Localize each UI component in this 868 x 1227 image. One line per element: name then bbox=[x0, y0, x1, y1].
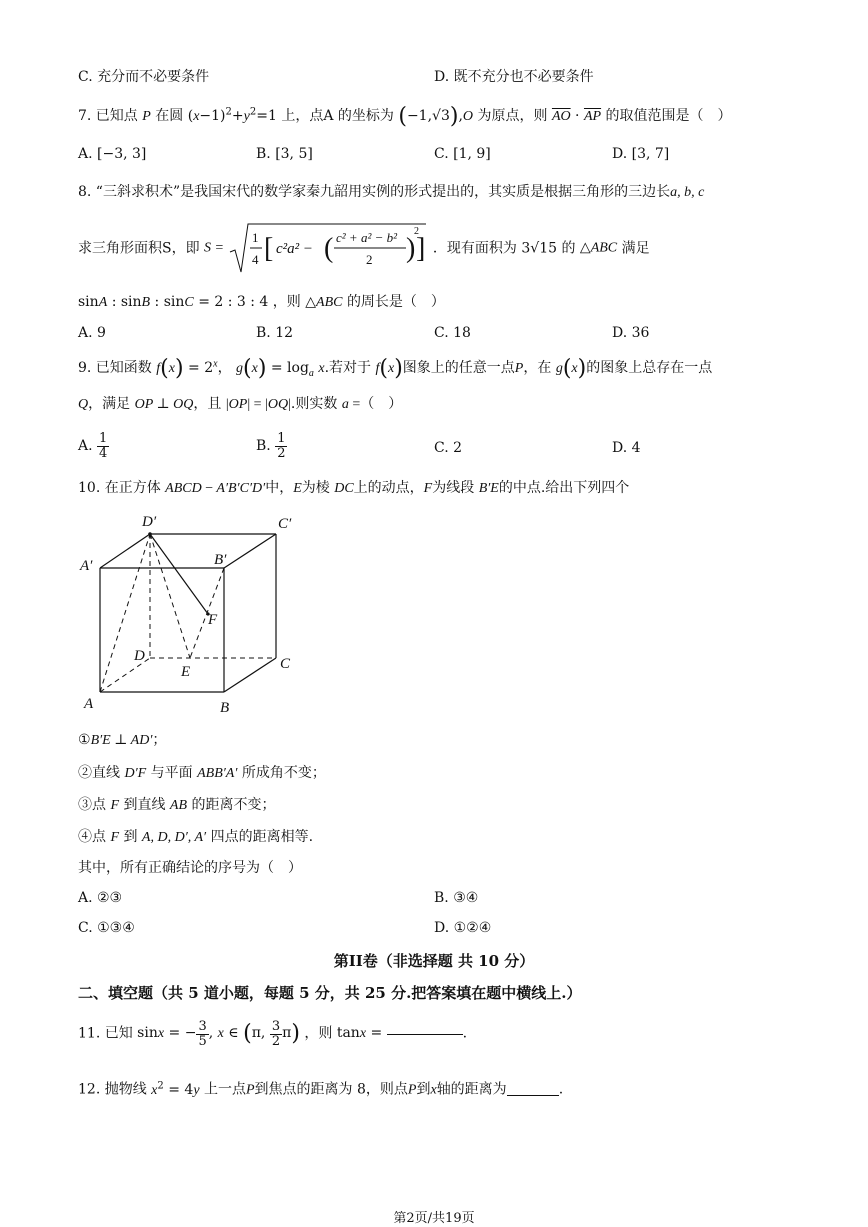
q8-text-3c: 的周长是（ ） bbox=[346, 294, 445, 310]
q9-option-a-label: A. bbox=[78, 438, 93, 455]
q8-triangle: △ABC bbox=[579, 240, 618, 256]
svg-text:c²a² −: c²a² − bbox=[276, 241, 314, 257]
q9-text-2d: （ ） bbox=[360, 396, 403, 412]
q10-option-d: D. ①②④ bbox=[434, 920, 492, 936]
q10-line1 bbox=[78, 480, 629, 498]
q10-cube: ABCD − A′B′C′D′ bbox=[165, 481, 266, 496]
q8-line2 bbox=[78, 222, 650, 276]
q7-vector-product: $\overline{AO} \cdot \overline{AP}$ bbox=[551, 108, 602, 124]
q9-text-1d: ，在 bbox=[523, 360, 552, 376]
q7-circle-eq: $(x-1)^2+y^2=1$ bbox=[187, 106, 277, 124]
label-b: B bbox=[220, 700, 230, 716]
q7-option-d: D. [3, 7] bbox=[612, 146, 670, 162]
q10-prompt: 其中，所有正确结论的序号为（ ） bbox=[78, 860, 302, 876]
q12-parabola: $x^2 = 4y$ bbox=[151, 1080, 200, 1098]
q11-domain: , x ∈ (π, bbox=[208, 1020, 270, 1046]
q10-bpe: B′E bbox=[478, 481, 499, 496]
q10-text-1a: 10. 在正方体 bbox=[78, 480, 161, 496]
q9-point-q: Q bbox=[78, 397, 89, 412]
label-b-prime: B′ bbox=[214, 552, 227, 568]
q9-point-p: P bbox=[514, 361, 524, 376]
q7-text-b: 上，点A 的坐标为 bbox=[281, 108, 394, 124]
q10-text-1f: 的中点.给出下列四个 bbox=[498, 480, 630, 496]
q9-option-b-value: $\frac{1}{2}$ bbox=[277, 431, 286, 461]
cube-figure bbox=[72, 508, 312, 718]
q10-statement-3 bbox=[78, 797, 275, 815]
q7-option-b: B. [3, 5] bbox=[256, 146, 313, 162]
q10-s4-b: 到 bbox=[123, 829, 138, 845]
q7-option-c: C. [1, 9] bbox=[434, 146, 491, 162]
q6-option-d: D. 既不充分也不必要条件 bbox=[434, 69, 594, 85]
q9-option-a-value: $\frac{1}{4}$ bbox=[99, 431, 108, 461]
q10-s4-c: 四点的距离相等. bbox=[210, 829, 314, 845]
q10-s3-f: F bbox=[110, 798, 120, 813]
q11-line bbox=[78, 1020, 467, 1060]
q9-text-1e: 的图象上总存在一点 bbox=[586, 360, 713, 376]
q10-s1-math: B′E ⊥ AD′ bbox=[90, 733, 153, 748]
q10-s4-points: A, D, D′, A′ bbox=[141, 830, 207, 845]
svg-text:[: [ bbox=[264, 233, 274, 264]
q12-text-c: 到焦点的距离为 8，则点 bbox=[254, 1081, 408, 1098]
q7-number: 7. 已知点 bbox=[78, 108, 138, 124]
q9-perp: OP ⊥ OQ bbox=[134, 397, 194, 412]
q12-text-d: 到 bbox=[416, 1081, 431, 1098]
section-heading: 二、填空题（共 5 道小题，每题 5 分，共 25 分.把答案填在题中横线上.） bbox=[78, 984, 582, 1002]
q8-text-2b: ．现有面积为 bbox=[432, 240, 517, 257]
label-c-prime: C′ bbox=[278, 516, 292, 532]
q8-line3 bbox=[78, 294, 445, 312]
q10-statement-2 bbox=[78, 765, 326, 783]
q12-line bbox=[78, 1080, 563, 1099]
q10-s3-a: ③点 bbox=[78, 797, 106, 813]
label-a: A bbox=[84, 696, 94, 712]
q12-text-b: 上一点 bbox=[203, 1081, 246, 1098]
q10-option-c: C. ①③④ bbox=[78, 920, 135, 936]
q7-text-c: 为原点，则 bbox=[477, 108, 548, 124]
q12-p2: P bbox=[407, 1082, 417, 1098]
q7-text-a: 在圆 bbox=[155, 108, 184, 124]
label-d: D bbox=[134, 648, 145, 664]
q8-text-2c: 的 bbox=[561, 240, 576, 257]
q8-option-d: D. 36 bbox=[612, 325, 650, 341]
page-footer: 第2页/共19页 bbox=[393, 1211, 475, 1226]
q9-option-b-label: B. bbox=[256, 438, 271, 455]
q8-heron-formula bbox=[228, 222, 428, 276]
q8-sides: a, b, c bbox=[670, 185, 705, 200]
q9-a-eq: a = bbox=[341, 397, 361, 412]
q11-answer-blank[interactable] bbox=[387, 1034, 463, 1035]
q10-dc: DC bbox=[334, 481, 354, 496]
q9-line1: 9. 已知函数 $f(x) = 2^x$， $g(x) = \log_a x$.若对于 f(x)图象上的任意一点P，在 g(x)的图象上总存在一点 bbox=[78, 356, 713, 381]
q9-option-b bbox=[256, 432, 287, 460]
q11-tan: tanx = bbox=[336, 1025, 383, 1042]
svg-text:(: ( bbox=[324, 233, 334, 264]
q9-gx: g(x) bbox=[555, 356, 587, 381]
q9-option-a bbox=[78, 432, 109, 460]
label-d-prime: D′ bbox=[142, 514, 157, 530]
q8-option-b: B. 12 bbox=[256, 325, 294, 341]
q11-text-a: 11. 已知 bbox=[78, 1025, 133, 1042]
q9-text-2a: ，满足 bbox=[88, 396, 131, 412]
q12-x-axis: x bbox=[430, 1082, 437, 1098]
q7-text-d: 的取值范围是（ ） bbox=[605, 108, 732, 124]
q10-s2-line: D′F bbox=[124, 766, 147, 781]
q10-s3-b: 到直线 bbox=[123, 797, 166, 813]
label-f: F bbox=[208, 612, 218, 628]
q8-text-2d: 满足 bbox=[621, 240, 650, 257]
q10-f: F bbox=[423, 481, 433, 496]
q10-s3-c: 的距离不变； bbox=[191, 797, 276, 813]
q9-line2 bbox=[78, 396, 402, 414]
q10-s2-plane: ABB′A′ bbox=[197, 766, 238, 781]
section-title: 第II卷（非选择题 共 10 分） bbox=[333, 952, 535, 970]
q9-f-def: $f(x) = 2^x$ bbox=[156, 356, 218, 381]
q9-text-1b: .若对于 bbox=[324, 360, 372, 376]
q7-option-a: A. [−3, 3] bbox=[78, 146, 147, 162]
q7-coord: (−1,√3),O bbox=[398, 104, 474, 129]
q10-text-1d: 上的动点， bbox=[353, 480, 424, 496]
q9-fx: f(x) bbox=[375, 356, 403, 381]
q10-statement-4 bbox=[78, 829, 313, 847]
svg-text:]: ] bbox=[416, 233, 426, 264]
q12-text-f: . bbox=[558, 1081, 564, 1098]
q10-option-a: A. ②③ bbox=[78, 890, 123, 906]
q9-option-c: C. 2 bbox=[434, 440, 463, 456]
q10-s2-a: ②直线 bbox=[78, 765, 120, 781]
q9-equal-length: |OP| = |OQ| bbox=[225, 397, 291, 412]
q10-s2-c: 所成角不变； bbox=[241, 765, 326, 781]
q11-sin: sinx = − bbox=[137, 1025, 197, 1042]
q12-text-e: 轴的距离为 bbox=[436, 1081, 507, 1098]
q11-frac-32: $\frac{3}{2}$ bbox=[271, 1019, 281, 1049]
q8-triangle-2: △ABC bbox=[305, 295, 343, 310]
q9-option-d: D. 4 bbox=[612, 440, 641, 456]
q9-text-1c: 图象上的任意一点 bbox=[402, 360, 515, 376]
q9-text-2b: ，且 bbox=[193, 396, 222, 412]
q10-s4-a: ④点 bbox=[78, 829, 106, 845]
q10-option-b: B. ③④ bbox=[434, 890, 479, 906]
q10-text-1e: 为线段 bbox=[432, 480, 475, 496]
q8-formula-s: S = bbox=[204, 240, 224, 256]
svg-text:2: 2 bbox=[366, 252, 373, 267]
q10-text-1c: 为棱 bbox=[301, 480, 330, 496]
q10-s4-f: F bbox=[110, 830, 120, 845]
q6-option-c: C. 充分而不必要条件 bbox=[78, 69, 210, 85]
svg-text:1: 1 bbox=[252, 230, 259, 245]
q8-text-2a: 求三角形面积S，即 bbox=[78, 240, 200, 257]
q9-g-def: $g(x) = \log_a x$ bbox=[236, 356, 325, 381]
q7-stem bbox=[78, 104, 732, 130]
q8-sine-ratio: sinA : sinB : sinC = 2 : 3 : 4 bbox=[78, 294, 269, 310]
q11-frac-35: $\frac{3}{5}$ bbox=[198, 1019, 207, 1049]
q11-text-c: . bbox=[462, 1025, 468, 1042]
label-e: E bbox=[181, 664, 191, 680]
q10-s2-b: 与平面 bbox=[150, 765, 193, 781]
q12-text-a: 12. 抛物线 bbox=[78, 1081, 147, 1098]
q9-text-1a: 9. 已知函数 bbox=[78, 360, 152, 376]
q10-e: E bbox=[293, 481, 302, 496]
q10-s1-marker: ① bbox=[78, 732, 91, 748]
svg-text:4: 4 bbox=[252, 252, 259, 267]
q10-text-1b: 中， bbox=[265, 480, 294, 496]
svg-text:2: 2 bbox=[414, 226, 420, 237]
label-a-prime: A′ bbox=[80, 558, 93, 574]
q10-s3-ab: AB bbox=[169, 798, 188, 813]
q8-option-a: A. 9 bbox=[78, 325, 106, 341]
svg-text:): ) bbox=[406, 233, 416, 264]
q9-text-2c: .则实数 bbox=[290, 396, 338, 412]
q8-text-1: 8. “三斜求积术”是我国宋代的数学家秦九韶用实例的形式提出的，其实质是根据三角形的三边长 bbox=[78, 184, 671, 200]
q7-point-p: P bbox=[142, 109, 151, 124]
q11-pi-close: π) bbox=[282, 1020, 300, 1046]
q8-line1 bbox=[78, 184, 704, 202]
q8-area-value: 3√15 bbox=[521, 240, 558, 257]
q8-text-3b: ，则 bbox=[272, 294, 301, 310]
q8-option-c: C. 18 bbox=[434, 325, 471, 341]
q12-answer-blank[interactable] bbox=[507, 1095, 559, 1096]
q12-p: P bbox=[245, 1082, 255, 1098]
q11-text-b: ，则 bbox=[304, 1025, 333, 1042]
label-c: C bbox=[280, 656, 291, 672]
svg-text:c² + a² − b²: c² + a² − b² bbox=[336, 230, 398, 245]
q10-statement-1: ①B′E ⊥ AD′； bbox=[78, 732, 167, 748]
